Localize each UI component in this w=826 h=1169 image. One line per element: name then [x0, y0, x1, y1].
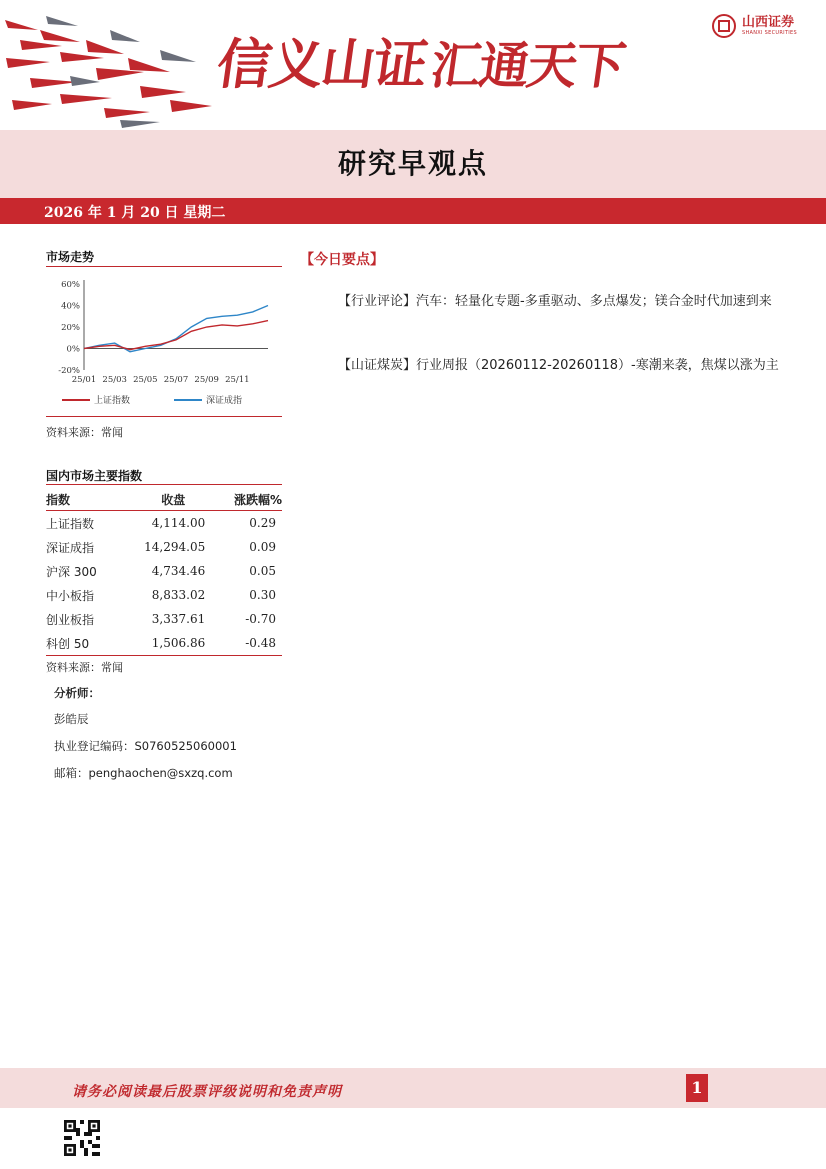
y-tick-label: -20% — [58, 366, 80, 376]
series-line — [84, 306, 268, 352]
col-header-change: 涨跌幅% — [233, 492, 282, 507]
index-name: 创业板指 — [46, 612, 95, 627]
index-change: -0.70 — [245, 612, 276, 626]
table-header-row — [46, 488, 282, 511]
table-row — [46, 559, 282, 583]
x-tick-label: 25/07 — [163, 375, 189, 385]
logo-name-en: SHANXI SECURITIES — [742, 30, 797, 36]
arrow-decoration-icon — [0, 0, 230, 130]
report-date: 2026 年 1 月 20 日 星期二 — [44, 205, 226, 221]
index-close: 3,337.61 — [151, 612, 206, 626]
divider — [46, 416, 282, 417]
page-title: 研究早观点 — [337, 147, 488, 180]
divider — [46, 266, 282, 267]
index-change: 0.30 — [249, 588, 276, 602]
key-points-heading: 【今日要点】 — [300, 252, 384, 268]
table-source: 资料来源：常闻 — [46, 661, 123, 674]
series-line — [84, 321, 268, 350]
index-change: 0.29 — [249, 516, 276, 530]
analyst-label: 分析师： — [54, 686, 100, 700]
key-point-item[interactable]: 【行业评论】汽车：轻量化专题-多重驱动、多点爆发；镁合金时代加速到来 — [338, 294, 772, 309]
col-header-close: 收盘 — [161, 492, 186, 507]
index-name: 上证指数 — [46, 516, 95, 531]
page-number: 1 — [686, 1074, 708, 1102]
index-close: 4,114.00 — [151, 516, 206, 530]
index-name: 科创 50 — [46, 636, 90, 651]
slogan-part-b: 汇通天下 — [427, 37, 628, 95]
index-change: 0.05 — [249, 564, 276, 578]
indices-title: 国内市场主要指数 — [46, 469, 143, 483]
col-header-index: 指数 — [46, 492, 71, 507]
qr-code-icon — [64, 1120, 100, 1156]
legend-label: 深证成指 — [206, 396, 243, 406]
x-tick-label: 25/03 — [102, 375, 127, 385]
header-banner — [0, 0, 826, 130]
x-tick-label: 25/11 — [225, 375, 250, 385]
index-close: 4,734.46 — [151, 564, 206, 578]
disclaimer-notice[interactable]: 请务必阅读最后股票评级说明和免责声明 — [72, 1084, 342, 1100]
indices-table — [46, 488, 282, 656]
analyst-email[interactable]: 邮箱：penghaochen@sxzq.com — [54, 766, 233, 780]
analyst-license: 执业登记编码：S0760525060001 — [54, 739, 237, 753]
divider — [46, 484, 282, 485]
legend-label: 上证指数 — [94, 396, 131, 406]
x-tick-label: 25/05 — [133, 375, 158, 385]
index-name: 深证成指 — [46, 540, 95, 555]
index-close: 8,833.02 — [151, 588, 206, 602]
index-change: -0.48 — [245, 636, 276, 650]
y-tick-label: 60% — [61, 280, 80, 290]
table-row — [46, 631, 282, 656]
market-trend-chart — [46, 272, 282, 414]
table-row — [46, 535, 282, 559]
analyst-name: 彭皓辰 — [54, 712, 89, 726]
x-tick-label: 25/09 — [194, 375, 219, 385]
y-tick-label: 0% — [66, 344, 80, 355]
table-row — [46, 607, 282, 631]
table-row — [46, 583, 282, 607]
y-tick-label: 20% — [61, 323, 80, 333]
logo-name-cn: 山西证券 — [742, 15, 795, 30]
index-close: 14,294.05 — [144, 540, 206, 554]
chart-source: 资料来源：常闻 — [46, 426, 123, 439]
table-row — [46, 511, 282, 536]
index-name: 沪深 300 — [46, 564, 97, 579]
slogan-part-a: 信义山证 — [213, 33, 430, 96]
company-logo — [712, 14, 797, 38]
logo-icon — [712, 14, 736, 38]
index-change: 0.09 — [249, 540, 276, 554]
index-name: 中小板指 — [46, 588, 95, 603]
slogan — [213, 22, 630, 99]
x-tick-label: 25/01 — [71, 375, 97, 385]
y-tick-label: 40% — [61, 301, 80, 312]
market-trend-title: 市场走势 — [46, 250, 95, 264]
key-point-item[interactable]: 【山证煤炭】行业周报（20260112-20260118）-寒潮来袭，焦煤以涨为主 — [338, 358, 779, 373]
index-close: 1,506.86 — [151, 636, 206, 650]
